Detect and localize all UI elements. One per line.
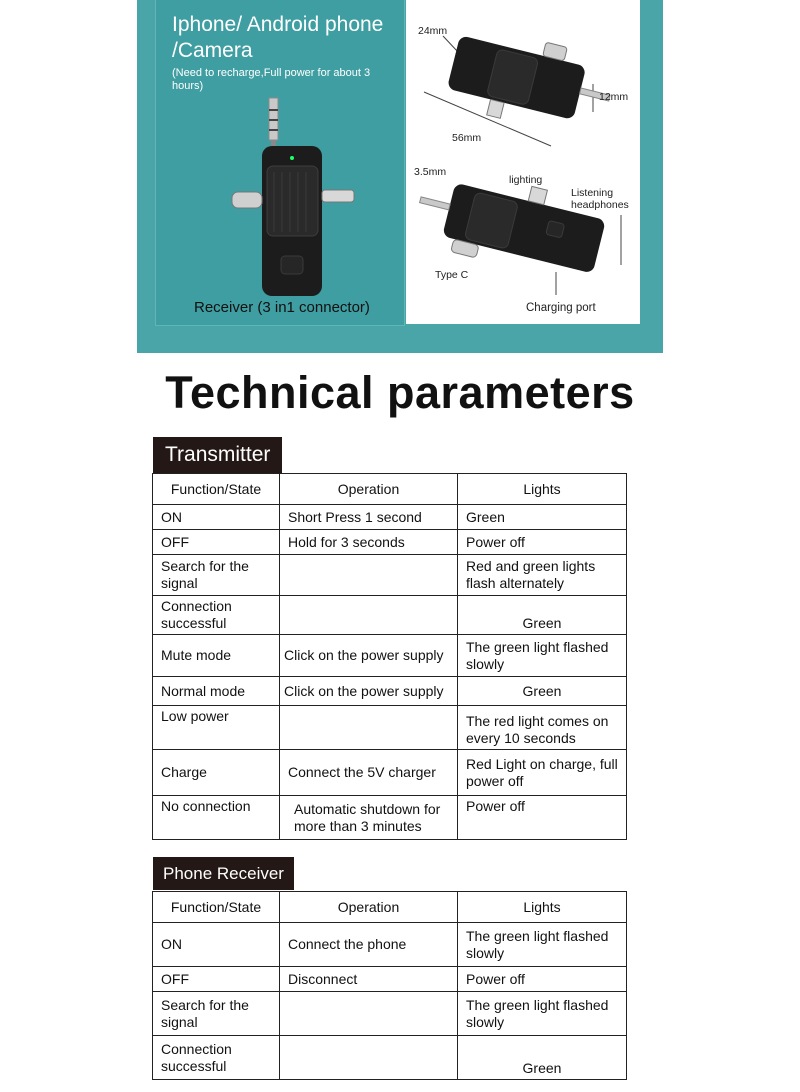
cell-operation	[280, 706, 458, 750]
header-lights: Lights	[458, 892, 627, 923]
dim-length-label: 56mm	[452, 132, 482, 144]
dim-jack-label: 3.5mm	[414, 166, 447, 178]
cell-function: OFF	[153, 530, 280, 555]
cell-function: OFF	[153, 967, 280, 992]
dimensions-panel	[406, 0, 640, 324]
transmitter-section-label: Transmitter	[153, 437, 282, 473]
cell-lights: The green light flashed slowly	[458, 923, 627, 967]
cell-lights: Red and green lights flash alternately	[458, 555, 627, 596]
table-header-row	[153, 474, 627, 505]
cell-lights: The green light flashed slowly	[458, 635, 627, 677]
cell-operation: Click on the power supply	[280, 677, 458, 706]
cell-function: Low power	[153, 706, 280, 750]
cell-function: ON	[153, 505, 280, 530]
table-row	[153, 992, 627, 1036]
header-lights: Lights	[458, 474, 627, 505]
cell-operation	[280, 1036, 458, 1080]
cell-lights: The red light comes on every 10 seconds	[458, 706, 627, 750]
header-operation: Operation	[280, 892, 458, 923]
cell-operation: Hold for 3 seconds	[280, 530, 458, 555]
transmitter-table	[152, 473, 627, 840]
table-row	[153, 706, 627, 750]
table-row	[153, 555, 627, 596]
cell-operation: Connect the 5V charger	[280, 750, 458, 796]
table-row	[153, 923, 627, 967]
receiver-device-image	[156, 0, 404, 325]
cell-function: Charge	[153, 750, 280, 796]
receiver-table	[152, 891, 627, 1080]
cell-operation	[280, 555, 458, 596]
banner-headline: Iphone/ Android phone /Camera	[172, 13, 384, 62]
receiver-caption: Receiver (3 in1 connector)	[194, 299, 370, 316]
header-function: Function/State	[153, 892, 280, 923]
cell-operation: Connect the phone	[280, 923, 458, 967]
cell-lights: Power off	[458, 796, 627, 840]
table-row	[153, 677, 627, 706]
type-c-label: Type C	[435, 269, 469, 281]
header-operation: Operation	[280, 474, 458, 505]
table-row	[153, 530, 627, 555]
cell-function: Search for the signal	[153, 992, 280, 1036]
cell-lights: Power off	[458, 967, 627, 992]
product-banner	[137, 0, 663, 353]
table-row	[153, 596, 627, 635]
cell-function: Normal mode	[153, 677, 280, 706]
cell-operation	[280, 596, 458, 635]
cell-lights: Green	[458, 1036, 627, 1080]
cell-lights: Green	[458, 677, 627, 706]
cell-lights: Red Light on charge, full power off	[458, 750, 627, 796]
cell-function: Connection successful	[153, 1036, 280, 1080]
charging-port-label: Charging port	[526, 302, 596, 314]
page-title: Technical parameters	[165, 367, 635, 418]
table-row	[153, 750, 627, 796]
cell-function: Mute mode	[153, 635, 280, 677]
table-row	[153, 635, 627, 677]
cell-lights: Green	[458, 596, 627, 635]
banner-note: (Need to recharge,Full power for about 3 hours)	[172, 67, 371, 92]
cell-operation: Disconnect	[280, 967, 458, 992]
table-row	[153, 967, 627, 992]
header-function: Function/State	[153, 474, 280, 505]
table-header-row	[153, 892, 627, 923]
cell-lights: Green	[458, 505, 627, 530]
cell-function: No connection	[153, 796, 280, 840]
receiver-section-label: Phone Receiver	[153, 857, 294, 890]
cell-lights: The green light flashed slowly	[458, 992, 627, 1036]
cell-operation	[280, 992, 458, 1036]
listening-headphones-label: Listening headphones	[571, 187, 629, 211]
cell-lights: Power off	[458, 530, 627, 555]
dim-width-label: 24mm	[418, 25, 448, 37]
cell-operation: Short Press 1 second	[280, 505, 458, 530]
table-row	[153, 1036, 627, 1080]
cell-function: Connection successful	[153, 596, 280, 635]
cell-operation: Automatic shutdown for more than 3 minutes	[280, 796, 458, 840]
lighting-label: lighting	[509, 174, 543, 186]
cell-operation: Click on the power supply	[280, 635, 458, 677]
table-row	[153, 796, 627, 840]
table-row	[153, 505, 627, 530]
cell-function: Search for the signal	[153, 555, 280, 596]
dim-height-label: 12mm	[599, 91, 629, 103]
cell-function: ON	[153, 923, 280, 967]
receiver-panel	[155, 0, 405, 326]
